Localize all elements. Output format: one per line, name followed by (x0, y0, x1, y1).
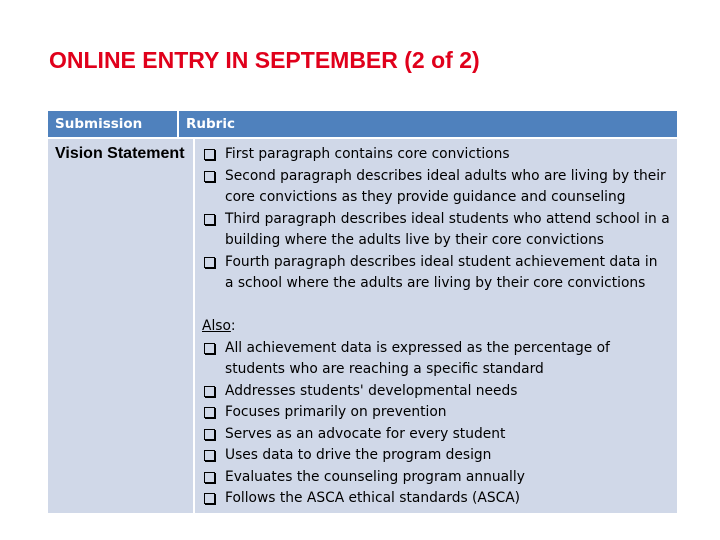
checkbox-icon (204, 493, 215, 504)
checklist-item (202, 402, 670, 424)
header-rubric: Rubric (186, 116, 235, 132)
checkbox-icon (204, 149, 215, 160)
checklist-item-text: Serves as an advocate for every student (225, 425, 506, 442)
checklist-item (202, 424, 670, 446)
header-submission: Submission (48, 111, 179, 137)
submission-cell: Vision Statement (48, 139, 195, 513)
checklist-item-text: Second paragraph describes ideal adults who are living by their core convictions as they provide guidance and counseling (225, 167, 666, 205)
rubric-cell: First paragraph contains core convictions Second paragraph describes ideal adults who are living by their core convictions as they provide guidance and counseling Third paragraph describes ideal students who attend school in a building where the adults live by their core convictions Fourth paragraph describes ideal student achievement data in a school where the adults are living by their core convictions Also: All achievement data is expressed as the percentage of students who are reaching a specific standard Addresses students' developmental needs Focuses primarily on prevention Serves as an advocate for every student Uses data to drive the program design Evaluates the counseling program annually Follows the ASCA ethical standards (ASCA) (195, 139, 677, 513)
checklist-item-text: Third paragraph describes ideal students who attend school in a building where the adults live by their core convictions (225, 210, 670, 248)
checkbox-icon (204, 429, 215, 440)
checklist-item (202, 338, 670, 381)
also-label: Also (202, 318, 231, 334)
table-header-row (48, 111, 677, 137)
checklist-item (202, 445, 670, 467)
checkbox-icon (204, 386, 215, 397)
checklist-item-text: Fourth paragraph describes ideal student achievement data in a school where the adults are living by their core convictions (225, 253, 658, 291)
rubric-table (48, 111, 677, 513)
checklist-item-text: All achievement data is expressed as the percentage of students who are reaching a specific standard (225, 339, 610, 377)
checklist-item-text: First paragraph contains core convictions (225, 146, 510, 162)
checklist-item-text: Focuses primarily on prevention (225, 404, 447, 420)
table-row (48, 139, 677, 513)
checklist-item (202, 488, 670, 510)
checklist-item-text: Uses data to drive the program design (225, 447, 492, 463)
checklist-item (202, 381, 670, 403)
slide-title: ONLINE ENTRY IN SEPTEMBER (2 of 2) (49, 47, 480, 73)
checkbox-icon (204, 450, 215, 461)
checkbox-icon (204, 171, 215, 182)
checkbox-icon (204, 407, 215, 418)
checklist-item (202, 209, 670, 252)
checklist-item-text: Follows the ASCA ethical standards (ASCA) (225, 490, 521, 506)
checkbox-icon (204, 472, 215, 483)
checklist-item (202, 144, 670, 166)
checklist-item (202, 252, 670, 295)
checklist-item (202, 467, 670, 489)
checkbox-icon (204, 343, 215, 354)
checkbox-icon (204, 257, 215, 268)
checklist-item (202, 166, 670, 209)
checkbox-icon (204, 214, 215, 225)
checklist-item-text: Evaluates the counseling program annually (225, 468, 525, 485)
checklist-item-text: Addresses students' developmental needs (225, 382, 518, 399)
